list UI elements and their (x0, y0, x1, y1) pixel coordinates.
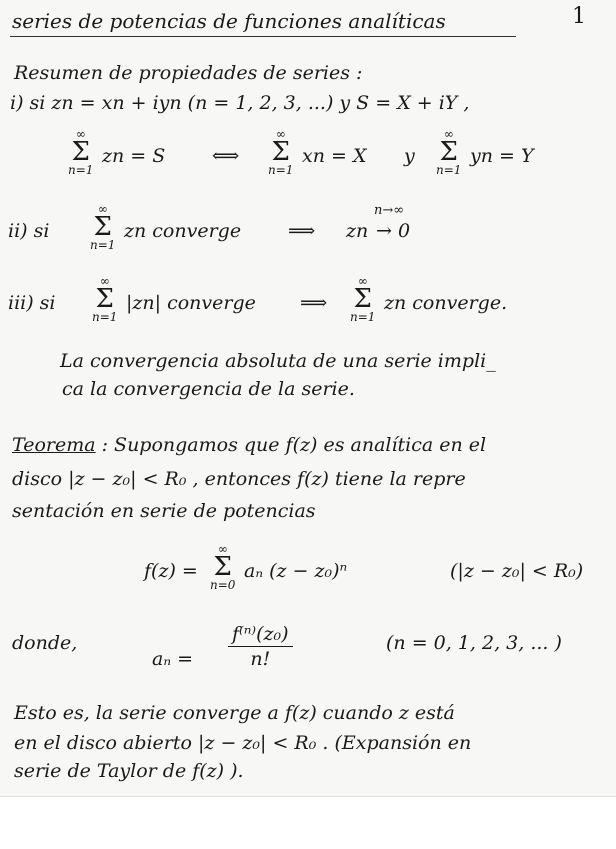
coef-left: aₙ = (152, 648, 193, 670)
sum-sign: Σ (439, 137, 458, 167)
prop1-sum-right (436, 128, 461, 176)
prop3-sum-left (92, 275, 117, 323)
sum-bottom: n=1 (92, 310, 118, 324)
coef-denominator: n! (250, 648, 271, 670)
theorem-line2: disco |z − z₀| < R₀ , entonces f(z) tiene la repre (12, 468, 466, 490)
sum-top: ∞ (97, 202, 108, 216)
sum-sign: Σ (213, 552, 232, 582)
closing-line3: serie de Taylor de f(z) ). (14, 760, 244, 782)
prop2-limit-value: → 0 (376, 220, 411, 242)
page-number: 1 (572, 4, 586, 29)
iff-symbol: ⟺ (212, 145, 240, 167)
prop1-line1: i) si zn = xn + iyn (n = 1, 2, 3, ...) y S = X + iY , (10, 92, 470, 114)
theorem-first-line (12, 434, 486, 456)
prop2-sum (90, 203, 115, 251)
formula-right: aₙ (z − z₀)ⁿ (244, 560, 348, 582)
title-underline (10, 36, 516, 37)
sum-top: ∞ (357, 274, 368, 288)
prop2-limit: n→∞ (374, 203, 405, 218)
sum-top: ∞ (217, 542, 228, 556)
closing-line1: Esto es, la serie converge a f(z) cuando z está (14, 702, 455, 724)
prop3-sum-right (350, 275, 375, 323)
prop3-label: iii) si (8, 292, 56, 314)
prop2-label: ii) si (8, 220, 50, 242)
coef-fraction (228, 622, 293, 671)
sum-bottom: n=1 (68, 163, 94, 177)
formula-left: f(z) = (144, 560, 198, 582)
prop1-sum-left (68, 128, 93, 176)
sum-bottom: n=0 (210, 578, 236, 592)
formula-sum (210, 543, 235, 591)
prop1-eq-left: zn = S (102, 145, 166, 167)
remark-line2: ca la convergencia de la serie. (62, 378, 355, 400)
prop2-conclusion: zn (346, 220, 369, 242)
prop3-conclusion: zn converge. (384, 292, 508, 314)
sum-sign: Σ (93, 212, 112, 242)
sum-top: ∞ (275, 127, 286, 141)
closing-line2: en el disco abierto |z − z₀| < R₀ . (Expansión en (14, 732, 472, 754)
remark-line1: La convergencia absoluta de una serie impli_ (60, 350, 496, 372)
prop1-conj: y (404, 145, 415, 167)
prop1-eq-mid: xn = X (302, 145, 367, 167)
sum-top: ∞ (443, 127, 454, 141)
theorem-line3: sentación en serie de potencias (12, 500, 316, 522)
sum-sign: Σ (353, 284, 372, 314)
prop3-term: |zn| converge (126, 292, 256, 314)
sum-bottom: n=1 (436, 163, 462, 177)
coef-range: (n = 0, 1, 2, 3, ... ) (386, 632, 562, 654)
sum-bottom: n=1 (350, 310, 376, 324)
sum-top: ∞ (75, 127, 86, 141)
theorem-label: Teorema (12, 434, 96, 456)
sum-sign: Σ (95, 284, 114, 314)
prop2-term: zn converge (124, 220, 242, 242)
prop1-eq-right: yn = Y (470, 145, 534, 167)
sum-bottom: n=1 (268, 163, 294, 177)
coef-numerator: f⁽ⁿ⁾(z₀) (228, 622, 293, 647)
formula-condition: (|z − z₀| < R₀) (450, 560, 584, 582)
sum-top: ∞ (99, 274, 110, 288)
sum-sign: Σ (271, 137, 290, 167)
summary-heading: Resumen de propiedades de series : (14, 62, 363, 84)
prop2-implies: ⟹ (288, 220, 316, 242)
blank-margin (0, 797, 616, 849)
theorem-line1: : Supongamos que f(z) es analítica en el (101, 434, 487, 456)
donde-label: donde, (12, 632, 78, 654)
prop3-implies: ⟹ (300, 292, 328, 314)
sum-sign: Σ (71, 137, 90, 167)
page-title: series de potencias de funciones analíticas (12, 9, 446, 33)
prop1-sum-mid (268, 128, 293, 176)
sum-bottom: n=1 (90, 238, 116, 252)
